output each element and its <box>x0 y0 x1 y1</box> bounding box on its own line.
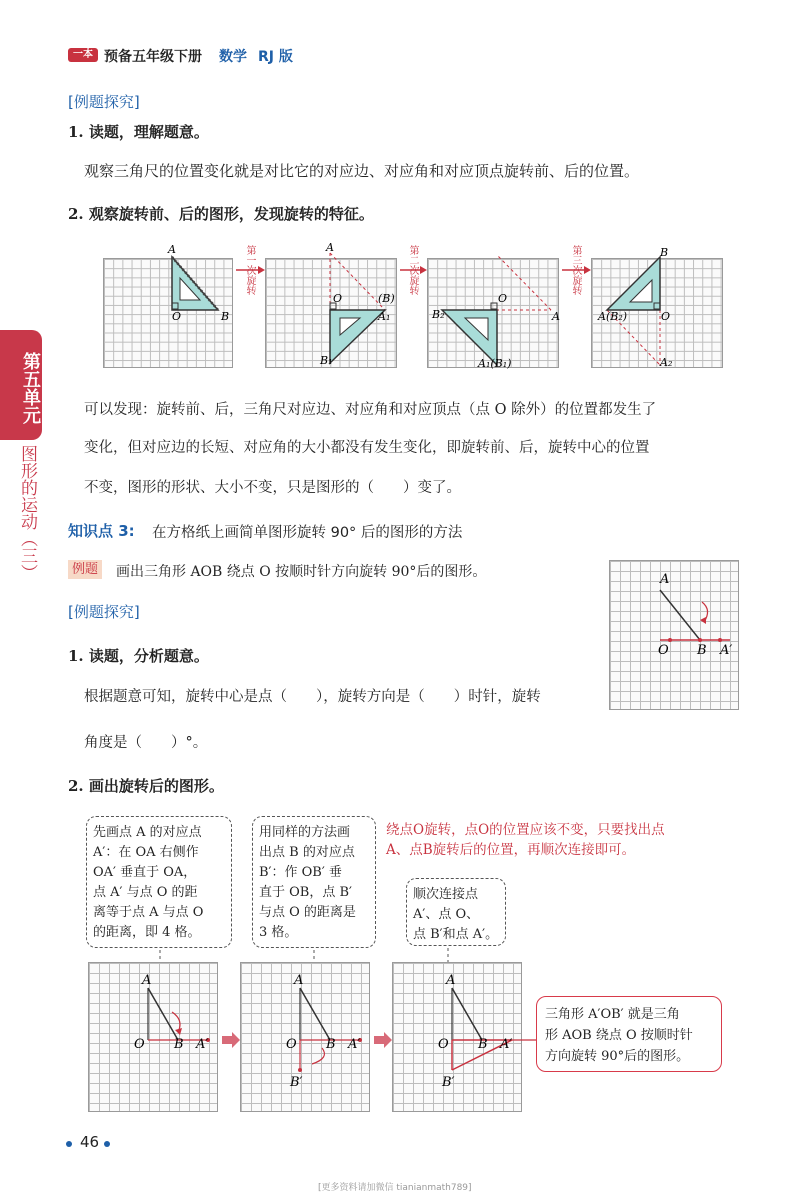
step-heading: 1. 读题，理解题意。 <box>68 123 209 141</box>
g1-label-A: A <box>142 973 152 988</box>
step-heading: 1. 读题，分析题意。 <box>68 647 209 665</box>
unit-tab: 第五单元 <box>0 330 42 440</box>
hint-box-2: 用同样的方法画 出点 B 的对应点 B′：作 OB′ 垂 直于 OB，点 B′ 与点 O 的距离是 3 格。 <box>252 816 376 948</box>
ex-label-A-prime: A′ <box>720 643 733 658</box>
book-title: 预备五年级下册 <box>104 49 202 65</box>
g3-label-B-prime: B′ <box>442 1075 455 1090</box>
knowledge-title: 在方格纸上画简单图形旋转 90° 后的图形的方法 <box>152 525 463 541</box>
hint-box-3: 顺次连接点 A′、点 O、 点 B′和点 A′。 <box>406 878 506 946</box>
red-note: 绕点O旋转，点O的位置应该不变，只要找出点 A、点B旋转后的位置，再顺次连接即可。 <box>386 822 665 858</box>
p2-label-B1: B₁ <box>320 354 333 367</box>
g3-label-A: A <box>446 973 456 988</box>
p3-label-B2: B₂ <box>432 308 445 321</box>
step-heading: 2. 观察旋转前、后的图形，发现旋转的特征。 <box>68 205 374 223</box>
ex-label-A: A <box>660 572 670 587</box>
example-tag: 例题 <box>68 560 102 579</box>
g3-label-B: B <box>478 1037 488 1052</box>
g3-label-O: O <box>438 1037 449 1052</box>
subject-label: 数学 <box>219 49 247 65</box>
p3-label-O: O <box>498 292 508 305</box>
g2-label-A: A <box>294 973 304 988</box>
page-dot-left <box>66 1141 72 1147</box>
g3-label-A-prime: A′ <box>500 1037 513 1052</box>
hint-box-1: 先画点 A 的对应点 A′：在 OA 右侧作 OA′ 垂直于 OA， 点 A′ 与点 O 的距 离等于点 A 与点 O 的距离，即 4 格。 <box>86 816 232 948</box>
ex-label-B: B <box>697 643 707 658</box>
knowledge-label: 知识点 3: <box>68 522 135 540</box>
p2-label-A1: A₁ <box>378 310 391 323</box>
p4-label-A2: A₂ <box>660 356 673 369</box>
p1-label-O: O <box>172 310 182 323</box>
g2-label-B-prime: B′ <box>290 1075 303 1090</box>
edition-label: RJ 版 <box>258 49 293 65</box>
set-square-1 <box>172 257 218 310</box>
rotation-label-3: 第三次旋转 <box>570 245 581 295</box>
finding-line: 不变，图形的形状、大小不变，只是图形的（ ）变了。 <box>84 480 461 496</box>
page-dot-right <box>104 1141 110 1147</box>
p4-label-B: B <box>660 246 669 259</box>
page-number: 46 <box>80 1133 100 1151</box>
p4-label-O: O <box>661 310 671 323</box>
step-text: 观察三角尺的位置变化就是对比它的对应边、对应角和对应顶点旋转前、后的位置。 <box>84 162 640 180</box>
p3-label-A1B1: A₁(B₁) <box>478 357 512 370</box>
step-text: 根据题意可知，旋转中心是点（ ），旋转方向是（ ）时针，旋转 <box>84 689 541 705</box>
section-tag: [例题探究] <box>68 603 140 621</box>
g1-label-A-prime: A′ <box>196 1037 209 1052</box>
p3-label-A: A <box>552 310 560 323</box>
step-text: 角度是（ ）°。 <box>84 735 208 751</box>
example-grid-overlay <box>600 560 760 720</box>
topic-tab: 图形的运动（三） <box>17 445 37 581</box>
p4-label-AB2: A(B₂) <box>598 310 628 323</box>
result-box: 三角形 A′OB′ 就是三角 形 AOB 绕点 O 按顺时针 方向旋转 90°后的图形。 <box>536 996 722 1072</box>
p2-label-O: O <box>333 292 343 305</box>
example-text: 画出三角形 AOB 绕点 O 按顺时针方向旋转 90°后的图形。 <box>116 564 487 580</box>
p1-label-B: B <box>221 310 230 323</box>
g2-label-A-prime: A′ <box>348 1037 361 1052</box>
p2-label-A: A <box>326 241 334 254</box>
g2-label-B: B <box>326 1037 336 1052</box>
brand-logo: 一本 <box>68 48 98 62</box>
rotation-panels-overlay <box>0 240 800 380</box>
g1-label-O: O <box>134 1037 145 1052</box>
finding-line: 可以发现：旋转前、后，三角尺对应边、对应角和对应顶点（点 O 除外）的位置都发生了 <box>84 402 657 418</box>
rotation-label-2: 第二次旋转 <box>407 245 418 295</box>
ex-label-O: O <box>658 643 669 658</box>
section-tag: [例题探究] <box>68 93 140 111</box>
rotation-label-1: 第一次旋转 <box>244 245 255 295</box>
finding-line: 变化，但对应边的长短、对应角的大小都没有发生变化，即旋转前、后，旋转中心的位置 <box>84 440 650 456</box>
watermark: [更多资料请加微信 tianianmath789] <box>318 1183 472 1193</box>
step-heading: 2. 画出旋转后的图形。 <box>68 777 224 795</box>
p2-label-B: (B) <box>378 292 395 305</box>
g1-label-B: B <box>174 1037 184 1052</box>
p1-label-A: A <box>168 243 176 256</box>
g2-label-O: O <box>286 1037 297 1052</box>
